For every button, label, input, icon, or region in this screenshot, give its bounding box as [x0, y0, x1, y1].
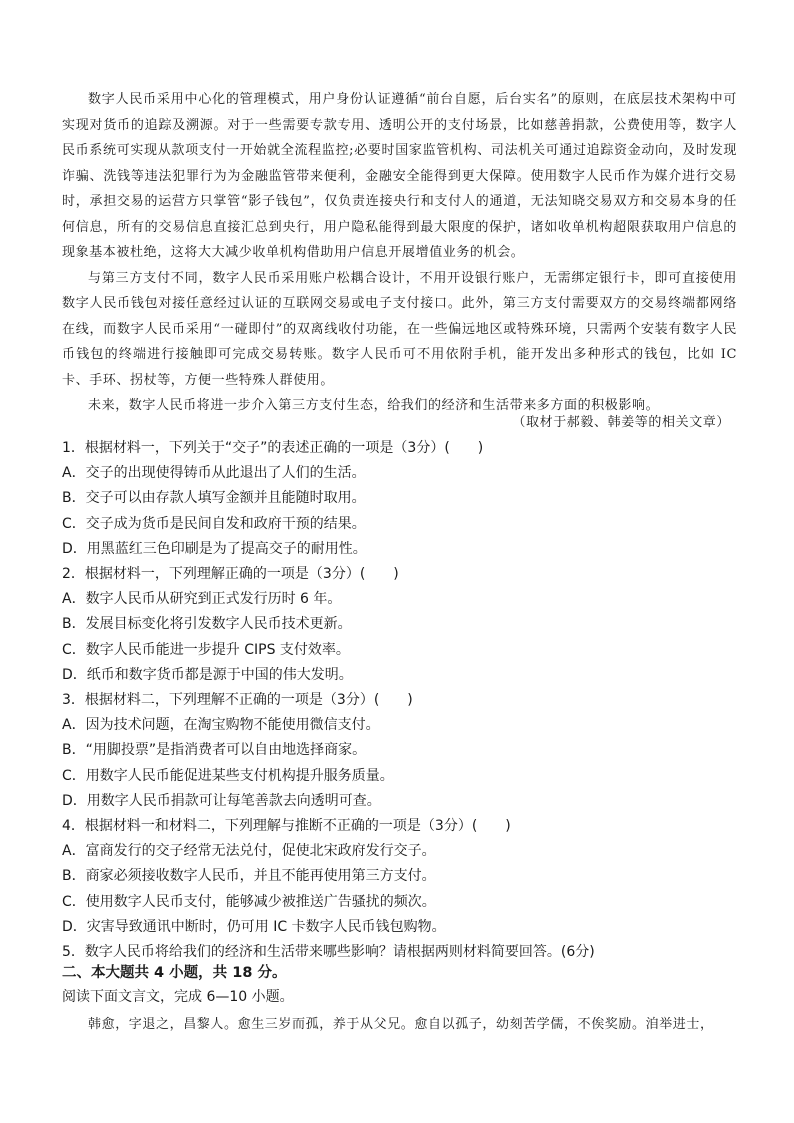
question-4-option-c: C．使用数字人民币支付，能够减少被推送广告骚扰的频次。 [62, 893, 436, 910]
passage-paragraph-3: 未来，数字人民币将进一步介入第三方支付生态，给我们的经济和生活带来多方面的积极影响。 [88, 398, 660, 413]
question-3-option-c: C．用数字人民币能促进某些支付机构提升服务质量。 [62, 767, 394, 784]
question-3-option-a: A．因为技术问题，在淘宝购物不能使用微信支付。 [62, 717, 380, 734]
question-2-option-a: A．数字人民币从研究到正式发行历时 6 年。 [62, 591, 342, 608]
question-2-option-b: B．发展目标变化将引发数字人民币技术更新。 [62, 616, 352, 633]
question-4-option-d: D．灾害导致通讯中断时，仍可用 IC 卡数字人民币钱包购物。 [62, 918, 446, 935]
question-3-option-d: D．用数字人民币捐款可让每笔善款去向透明可查。 [62, 792, 381, 809]
section-instruction: 阅读下面文言文，完成 6—10 小题。 [62, 989, 294, 1005]
reading-passage [62, 87, 737, 419]
question-5-stem: 5．数字人民币将给我们的经济和生活带来哪些影响？请根据两则材料简要回答。(6分) [62, 944, 595, 961]
question-3-stem: 3．根据材料二，下列理解不正确的一项是（3分）( ) [62, 692, 413, 709]
passage-source: （取材于郝毅、韩姜等的相关文章） [512, 415, 730, 430]
question-3-option-b: B．“用脚投票”是指消费者可以自由地选择商家。 [62, 742, 367, 759]
question-4-option-a: A．富商发行的交子经常无法兑付，促使北宋政府发行交子。 [62, 843, 436, 860]
question-2-stem: 2．根据材料一，下列理解正确的一项是（3分）( ) [62, 566, 399, 583]
passage-paragraph-2: 与第三方支付不同，数字人民币采用账户松耦合设计，不用开设银行账户，无需绑定银行卡，即可直接使用数字人民币钱包对接任意经过认证的互联网交易或电子支付接口。此外，第三方支付需要双方的交易终端都网络在线，而数字人民币采用“一碰即付”的双离线收付功能，在一些偏远地区或特殊环境，只需两个安装有数字人民币钱包的终端进行接触即可完成交易转账。数字人民币可不用依附手机，能开发出多种形式的钱包，比如 IC 卡、手环、拐杖等，方便一些特殊人群使用。 [62, 270, 737, 388]
classical-passage-first-line: 韩愈，字退之，昌黎人。愈生三岁而孤，养于从父兄。愈自以孤子，幼刻苦学儒，不俟奖励。洎举进士， [88, 1017, 714, 1032]
question-4-option-b: B．商家必须接收数字人民币，并且不能再使用第三方支付。 [62, 868, 436, 885]
question-1-option-b: B．交子可以由存款人填写金额并且能随时取用。 [62, 490, 366, 507]
question-1-option-c: C．交子成为货币是民间自发和政府干预的结果。 [62, 515, 366, 532]
question-1-stem: 1．根据材料一，下列关于“交子”的表述正确的一项是（3分）( ) [62, 440, 484, 456]
question-2-option-c: C．数字人民币能进一步提升 CIPS 支付效率。 [62, 641, 350, 658]
question-list [62, 436, 742, 965]
question-2-option-d: D．纸币和数字货币都是源于中国的伟大发明。 [62, 666, 353, 683]
passage-paragraph-1: 数字人民币采用中心化的管理模式，用户身份认证遵循“前台自愿，后台实名”的原则，在底层技术架构中可实现对货币的追踪及溯源。对于一些需要专款专用、透明公开的支付场景，比如慈善捐款，公费使用等，数字人民币系统可实现从款项支付一开始就全流程监控;必要时国家监管机构、司法机关可通过追踪资金动向，及时发现诈骗、洗钱等违法犯罪行为为金融监管带来便利，金融安全能得到更大保障。使用数字人民币作为媒介进行交易时，承担交易的运营方只掌管“影子钱包”，仅负责连接央行和支付人的通道，无法知晓交易双方和交易本身的任何信息，所有的交易信息直接汇总到央行，用户隐私能得到最大限度的保护，诸如收单机构超限获取用户信息的现象基本被杜绝，这将大大减少收单机构借助用户信息开展增值业务的机会。 [62, 92, 737, 260]
question-4-stem: 4．根据材料一和材料二，下列理解与推断不正确的一项是（3分）( ) [62, 818, 511, 835]
question-1-option-a: A．交子的出现使得铸币从此退出了人们的生活。 [62, 465, 366, 482]
section-heading: 二、本大题共 4 小题，共 18 分。 [62, 965, 287, 981]
question-1-option-d: D．用黑蓝红三色印刷是为了提高交子的耐用性。 [62, 540, 367, 557]
